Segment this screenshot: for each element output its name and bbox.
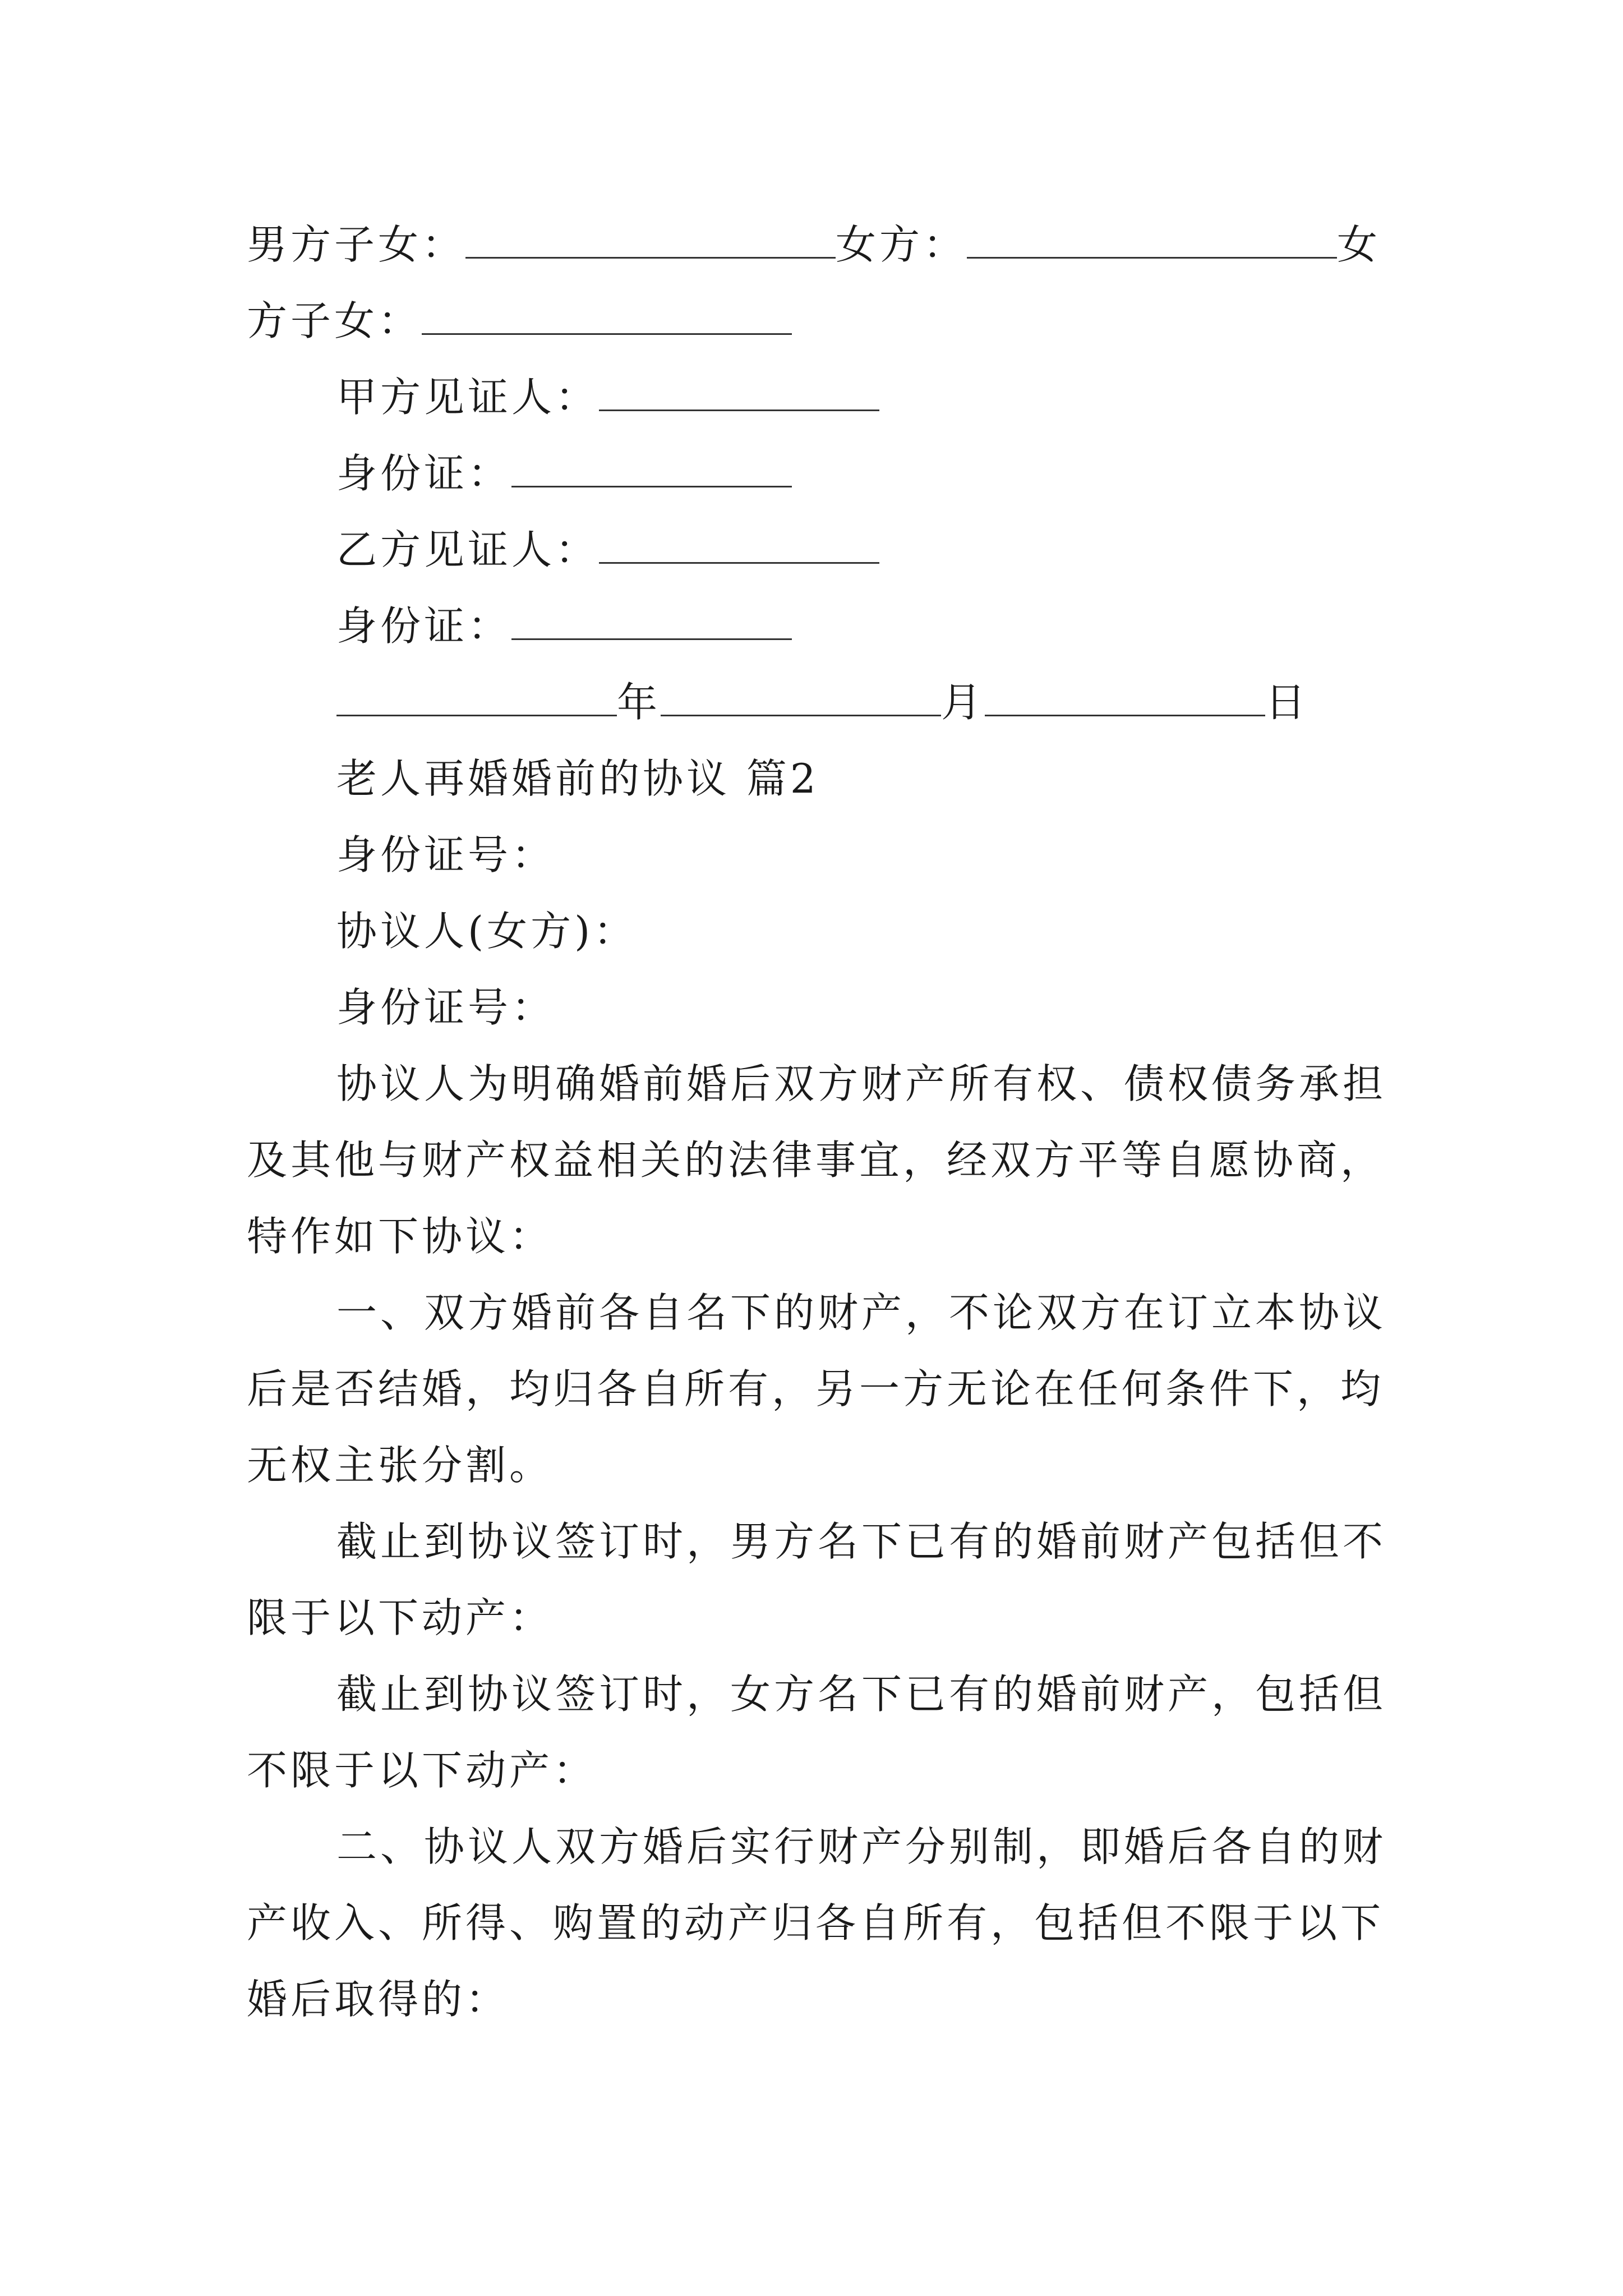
paragraph-1-line-1: 协议人为明确婚前婚后双方财产所有权、债权债务承担 [336,1060,1387,1107]
female-children-label-start: 女 [1337,221,1381,268]
year-blank[interactable] [336,683,617,716]
party-b-witness-line [336,523,879,577]
date-line [336,675,1309,729]
party-b-id-label: 身份证： [336,602,512,650]
female-label: 女方： [836,221,967,268]
day-label: 日 [1265,679,1310,726]
female-children-label-end: 方子女： [247,297,422,344]
male-assets-line-2: 限于以下动产： [247,1594,554,1641]
party-a-id-label: 身份证： [336,450,512,497]
party-a-id-line [336,447,792,500]
section-title: 老人再婚婚前的协议 篇2 [336,755,819,802]
clause-1-line-3: 无权主张分割。 [247,1442,554,1489]
party-a-witness-label: 甲方见证人： [336,374,600,421]
female-blank[interactable] [967,226,1337,259]
clause-1-line-1: 一、双方婚前各自名下的财产，不论双方在订立本协议 [336,1289,1387,1336]
clause-1-line-2: 后是否结婚，均归各自所有，另一方无论在任何条件下，均 [247,1365,1385,1412]
male-children-blank[interactable] [465,226,836,259]
female-children-blank[interactable] [422,302,792,335]
party-a-witness-line [336,370,879,424]
male-assets-line-1: 截止到协议签订时，男方名下已有的婚前财产包括但不 [336,1518,1387,1565]
party-b-id-blank[interactable] [511,607,792,640]
clause-2-line-2: 产收入、所得、购置的动产归各自所有，包括但不限于以下 [247,1899,1385,1947]
party-b-witness-blank[interactable] [599,531,879,564]
female-children-line [247,294,792,348]
id-number-line-2: 身份证号： [336,984,556,1031]
children-line [247,218,1381,272]
party-a-id-blank[interactable] [511,454,792,487]
month-blank[interactable] [661,683,941,716]
male-children-label: 男方子女： [247,221,466,268]
day-blank[interactable] [985,683,1265,716]
id-number-line-1: 身份证号： [336,831,556,878]
female-party-line: 协议人(女方)： [336,908,638,955]
clause-2-line-1: 二、协议人双方婚后实行财产分别制，即婚后各自的财 [336,1823,1387,1870]
female-assets-line-2: 不限于以下动产： [247,1747,597,1794]
clause-2-line-3: 婚后取得的： [247,1976,510,2023]
paragraph-1-line-2: 及其他与财产权益相关的法律事宜，经双方平等自愿协商， [247,1137,1385,1184]
month-label: 月 [941,679,985,726]
party-b-witness-label: 乙方见证人： [336,526,600,573]
year-label: 年 [617,679,661,726]
party-a-witness-blank[interactable] [599,378,879,411]
female-assets-line-1: 截止到协议签订时，女方名下已有的婚前财产，包括但 [336,1671,1387,1718]
paragraph-1-line-3: 特作如下协议： [247,1213,554,1260]
party-b-id-line [336,599,792,653]
